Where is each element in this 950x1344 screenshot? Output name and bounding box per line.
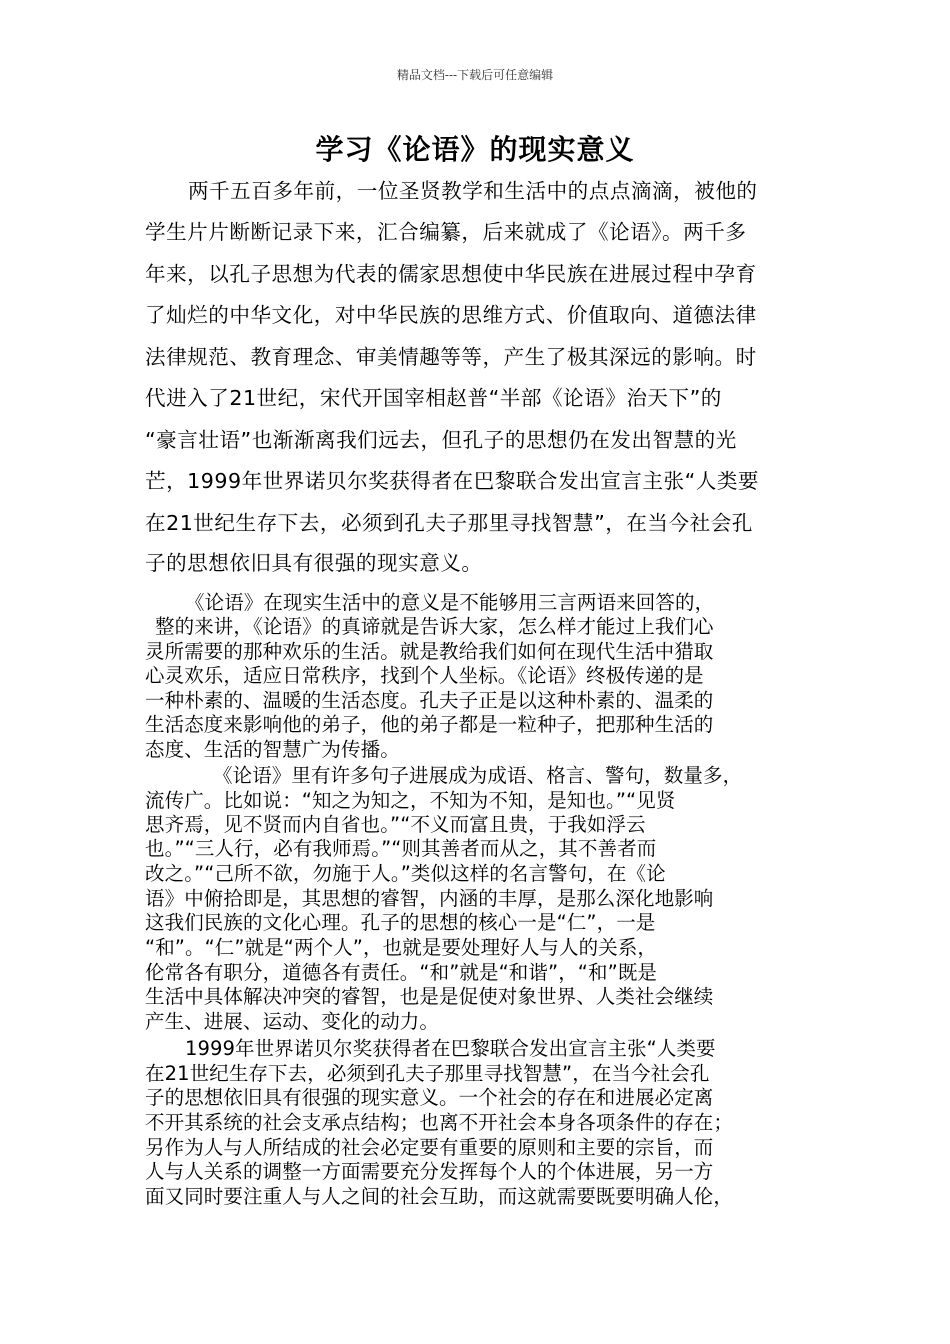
paragraph-line: 心灵欢乐，适应日常秩序，找到个人坐标。《论语》终极传递的是 bbox=[145, 664, 704, 687]
paragraph-line: 《论语》在现实生活中的意义是不能够用三言两语来回答的， bbox=[185, 591, 715, 614]
paragraph-line: 在21世纪生存下去，必须到孔夫子那里寻找智慧”，在当今社会孔 bbox=[145, 511, 753, 535]
paragraph-line: 两千五百多年前，一位圣贤教学和生活中的点点滴滴，被他的 bbox=[188, 179, 758, 203]
paragraph-line: 整的来讲，《论语》的真谛就是告诉大家，怎么样才能过上我们心 bbox=[155, 615, 714, 638]
paragraph-line: 生活中具体解决冲突的睿智，也是是促使对象世界、人类社会继续 bbox=[145, 985, 714, 1008]
paragraph-line: 芒，1999年世界诺贝尔奖获得者在巴黎联合发出宣言主张“人类要 bbox=[145, 469, 760, 493]
paragraph-line: 在21世纪生存下去，必须到孔夫子那里寻找智慧”，在当今社会孔 bbox=[145, 1062, 710, 1085]
paragraph-line: 改之。”“己所不欲，勿施于人。”类似这样的名言警句，在《论 bbox=[145, 862, 666, 885]
paragraph-line: 生活态度来影响他的弟子，他的弟子都是一粒种子，把那种生活的 bbox=[145, 713, 714, 736]
paragraph-line: 一种朴素的、温暖的生活态度。孔夫子正是以这种朴素的、温柔的 bbox=[145, 689, 714, 712]
header-note: 精品文档---下载后可任意编辑 bbox=[396, 68, 554, 82]
paragraph-line: 面又同时要注重人与人之间的社会互助，而这就需要既要明确人伦， bbox=[145, 1185, 734, 1208]
paragraph-line: 人与人关系的调整一方面需要充分发挥每个人的个体进展，另一方 bbox=[145, 1160, 714, 1183]
paragraph-line: 《论语》里有许多句子进展成为成语、格言、警句，数量多， bbox=[213, 764, 743, 787]
paragraph-line: 也。”“三人行，必有我师焉。”“则其善者而从之，其不善者而 bbox=[145, 837, 657, 860]
paragraph-line: 另作为人与人所结成的社会必定要有重要的原则和主要的宗旨，而 bbox=[145, 1136, 714, 1159]
paragraph-line: 不开其系统的社会支承点结构；也离不开社会本身各项条件的存在； bbox=[145, 1111, 734, 1134]
paragraph-line: 1999年世界诺贝尔奖获得者在巴黎联合发出宣言主张“人类要 bbox=[185, 1037, 716, 1060]
paragraph-line: 代进入了21世纪，宋代开国宰相赵普“半部《论语》治天下”的 bbox=[145, 386, 722, 410]
paragraph-line: 态度、生活的智慧广为传播。 bbox=[145, 738, 400, 761]
paragraph-line: 年来，以孔子思想为代表的儒家思想使中华民族在进展过程中孕育 bbox=[145, 262, 757, 286]
paragraph-line: 法律规范、教育理念、审美情趣等等，产生了极其深远的影响。时 bbox=[145, 345, 757, 369]
paragraph-line: 这我们民族的文化心理。孔子的思想的核心一是“仁”，一是 bbox=[145, 911, 656, 934]
document-title: 学习《论语》的现实意义 bbox=[315, 133, 635, 166]
paragraph-line: 产生、进展、运动、变化的动力。 bbox=[145, 1010, 440, 1033]
paragraph-line: 语》中俯拾即是，其思想的睿智，内涵的丰厚，是那么深化地影响 bbox=[145, 887, 714, 910]
paragraph-line: 了灿烂的中华文化，对中华民族的思维方式、价值取向、道德法律 bbox=[145, 303, 757, 327]
paragraph-line: 思齐焉，见不贤而内自省也。”“不义而富且贵，于我如浮云 bbox=[145, 813, 646, 836]
paragraph-line: “豪言壮语”也渐渐离我们远去，但孔子的思想仍在发出智慧的光 bbox=[145, 428, 737, 452]
paragraph-line: 伦常各有职分，道德各有责任。“和”就是“和谐”，“和”既是 bbox=[145, 961, 658, 984]
paragraph-line: 学生片片断断记录下来，汇合编纂，后来就成了《论语》。两千多 bbox=[145, 220, 747, 244]
paragraph-line: 子的思想依旧具有很强的现实意义。 bbox=[145, 551, 483, 575]
paragraph-line: 流传广。比如说：“知之为知之，不知为不知，是知也。”“见贤 bbox=[145, 789, 676, 812]
paragraph-line: “和”。“仁”就是“两个人”，也就是要处理好人与人的关系， bbox=[145, 936, 658, 959]
paragraph-line: 灵所需要的那种欢乐的生活。就是教给我们如何在现代生活中猎取 bbox=[145, 640, 714, 663]
paragraph-line: 子的思想依旧具有很强的现实意义。一个社会的存在和进展必定离 bbox=[145, 1086, 714, 1109]
